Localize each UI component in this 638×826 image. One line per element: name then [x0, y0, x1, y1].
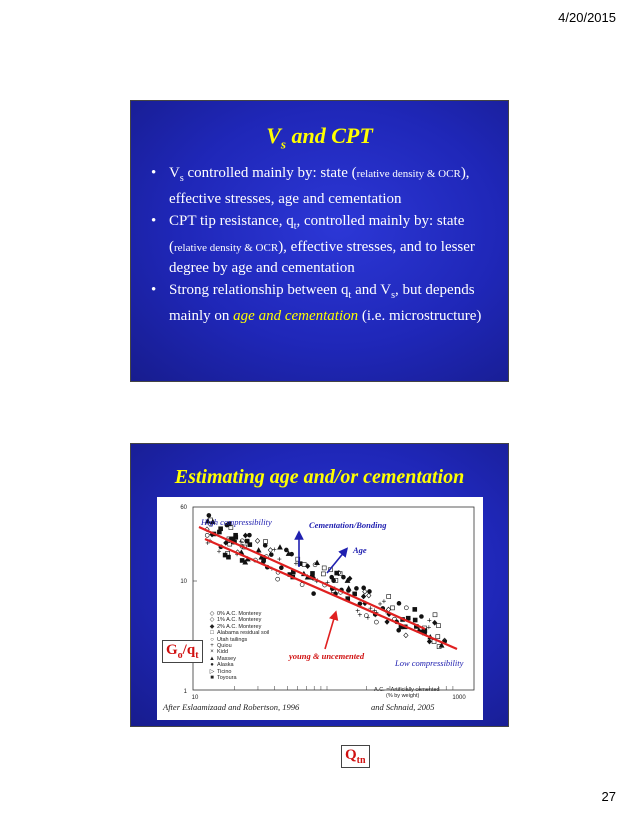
scatter-point: [436, 635, 440, 639]
legend-symbol: ◆: [209, 623, 215, 630]
bullet-text-part: V: [169, 165, 180, 181]
scatter-point: [330, 575, 334, 579]
scatter-point: [278, 545, 283, 549]
bullet-dot: •: [151, 165, 157, 181]
scatter-point: [397, 601, 401, 605]
scatter-point: [427, 639, 431, 644]
scatter-point: [413, 607, 417, 611]
scatter-point: [263, 543, 267, 547]
bullet-text-part: ), effective stresses, age and cementation: [169, 165, 470, 207]
bullet-list: [149, 163, 499, 328]
scatter-point: [356, 609, 360, 613]
bullet-text-part: CPT tip resistance, q: [169, 213, 294, 229]
scatter-point: [367, 589, 371, 593]
scatter-point: [234, 535, 238, 539]
scatter-point: [322, 566, 326, 570]
legend-label: 0% A.C. Monterey: [217, 611, 262, 617]
bullet-text-part: age and cementation: [233, 308, 359, 324]
bullet-text-part: and V: [351, 282, 392, 298]
scatter-point: [268, 548, 272, 553]
scatter-point: [284, 548, 288, 552]
bullet-text-part: relative density & OCR: [356, 168, 461, 180]
legend-symbol: ○: [210, 636, 214, 643]
scatter-point: [404, 633, 408, 638]
scatter-point: [432, 620, 436, 625]
scatter-point: [219, 527, 223, 531]
scatter-point: [272, 548, 276, 552]
page-date: 4/20/2015: [558, 10, 616, 25]
legend-symbol: +: [210, 643, 214, 650]
age-arrow: [327, 551, 345, 573]
legend-label: 2% A.C. Monterey: [217, 623, 262, 630]
scatter-point: [294, 561, 298, 565]
legend-symbol: ▲: [209, 655, 215, 662]
scatter-point: [263, 540, 267, 544]
legend-symbol: ●: [210, 662, 214, 669]
scatter-point: [243, 533, 247, 538]
bullet-text-part: relative density & OCR: [174, 242, 279, 254]
x-tick-1000: 1000: [452, 695, 466, 701]
note-young-uncemented: young & uncemented: [289, 651, 365, 661]
bullet-item: [149, 163, 499, 209]
scatter-point: [364, 614, 368, 618]
bullet-text-part: t: [293, 221, 297, 232]
bullet-text-part: Strong relationship between q: [169, 282, 349, 298]
scatter-point: [245, 539, 249, 543]
legend-label: Kidd: [217, 649, 229, 656]
scatter-point: [277, 557, 281, 561]
title-main: V: [266, 123, 281, 148]
legend-entry: [207, 675, 269, 681]
legend-symbol: ◇: [209, 611, 215, 617]
legend-label: 1% A.C. Monterey: [217, 617, 262, 624]
legend-label: Alabama residual soil: [217, 630, 270, 637]
legend-label: Alaska: [217, 662, 234, 669]
legend-note: [374, 687, 440, 700]
note-low-compressibility: Low compressibility: [395, 658, 464, 668]
scatter-point: [310, 571, 314, 575]
y-tick-60: 60: [180, 505, 187, 511]
scatter-point: [437, 624, 441, 628]
y-tick-1: 1: [183, 689, 187, 695]
legend-label: Toyoura: [217, 675, 237, 682]
young-arrow: [325, 615, 335, 649]
chart-legend: [207, 611, 269, 681]
scatter-point: [247, 533, 251, 537]
scatter-point: [427, 625, 431, 629]
scatter-point: [341, 575, 345, 579]
scatter-point: [378, 602, 382, 606]
scatter-point: [387, 595, 391, 599]
title-sub: s: [280, 136, 286, 152]
scatter-point: [276, 577, 280, 581]
note-age: Age: [353, 545, 367, 555]
legend-symbol: □: [210, 630, 214, 637]
bullet-text-part: , but depends mainly on: [169, 282, 475, 324]
scatter-point: [205, 533, 209, 537]
bullet-text-part: s: [391, 290, 395, 301]
scatter-point: [354, 586, 358, 590]
scatter-point: [413, 618, 417, 622]
scatter-point: [269, 553, 273, 557]
legend-symbol: ▷: [209, 668, 215, 675]
scatter-point: [312, 592, 316, 596]
scatter-point: [217, 549, 221, 553]
scatter-point: [353, 592, 357, 596]
title-rest: and CPT: [285, 123, 373, 148]
legend-label: Massey: [217, 655, 236, 662]
scatter-point: [367, 593, 371, 598]
legend-label: Quiou: [217, 643, 232, 650]
legend-label: Ticino: [217, 668, 232, 675]
bullet-text-part: controlled mainly by: state (: [183, 165, 357, 181]
scatter-point: [382, 599, 386, 603]
legend-symbol: ◇: [209, 617, 215, 624]
note-high-compressibility: High compressibility: [201, 517, 272, 527]
slide-title: [131, 123, 508, 152]
scatter-point: [321, 572, 325, 576]
scatter-point: [374, 620, 378, 624]
source-right: and Schnaid, 2005: [371, 702, 435, 712]
bullet-text-part: (i.e. microstructure): [358, 308, 482, 324]
y-tick-10: 10: [180, 579, 187, 585]
legend-note-2: (% by weight): [386, 693, 420, 700]
legend-label: Utah tailings: [217, 636, 248, 643]
legend-note-1: A.C. = Artificially cemented: [374, 687, 440, 693]
note-cementation-bonding: Cementation/Bonding: [309, 520, 387, 530]
gq-chart-figure: [157, 497, 483, 766]
y-axis-label: $G_o/q_t$: [162, 640, 203, 663]
scatter-point: [361, 594, 365, 599]
bullet-text-part: s: [179, 173, 184, 184]
scatter-point: [255, 538, 259, 543]
scatter-point: [419, 614, 423, 618]
x-axis-label: $Q_{tn}$: [341, 745, 370, 768]
scatter-point: [279, 566, 283, 570]
legend-symbol: ×: [210, 649, 214, 656]
scatter-point: [427, 618, 431, 622]
source-left: After Eslaamizaad and Robertson, 1996: [163, 702, 300, 712]
bullet-dot: •: [151, 213, 157, 229]
scatter-point: [346, 586, 351, 590]
scatter-point: [433, 613, 437, 617]
scatter-point: [390, 606, 394, 610]
scatter-point: [404, 606, 408, 610]
slide-title: Estimating age and/or cementation: [174, 466, 465, 488]
page-number: 27: [601, 789, 616, 804]
scatter-point: [358, 613, 362, 617]
bullet-text-part: t: [348, 290, 352, 301]
bullet-text-part: , controlled mainly by: state (: [169, 213, 465, 255]
scatter-point: [256, 548, 261, 552]
legend-symbol: ■: [210, 675, 214, 682]
bullet-item: [149, 280, 499, 326]
bullet-item: [149, 211, 499, 278]
slide-estimating-age: [130, 443, 509, 766]
x-tick-10: 10: [191, 695, 199, 701]
slide-vs-and-cpt: [130, 100, 509, 382]
bullet-dot: •: [151, 282, 157, 298]
bullet-text-part: ), effective stresses, and to lesser degree by age and cementation: [169, 239, 475, 276]
scatter-point: [240, 558, 244, 562]
